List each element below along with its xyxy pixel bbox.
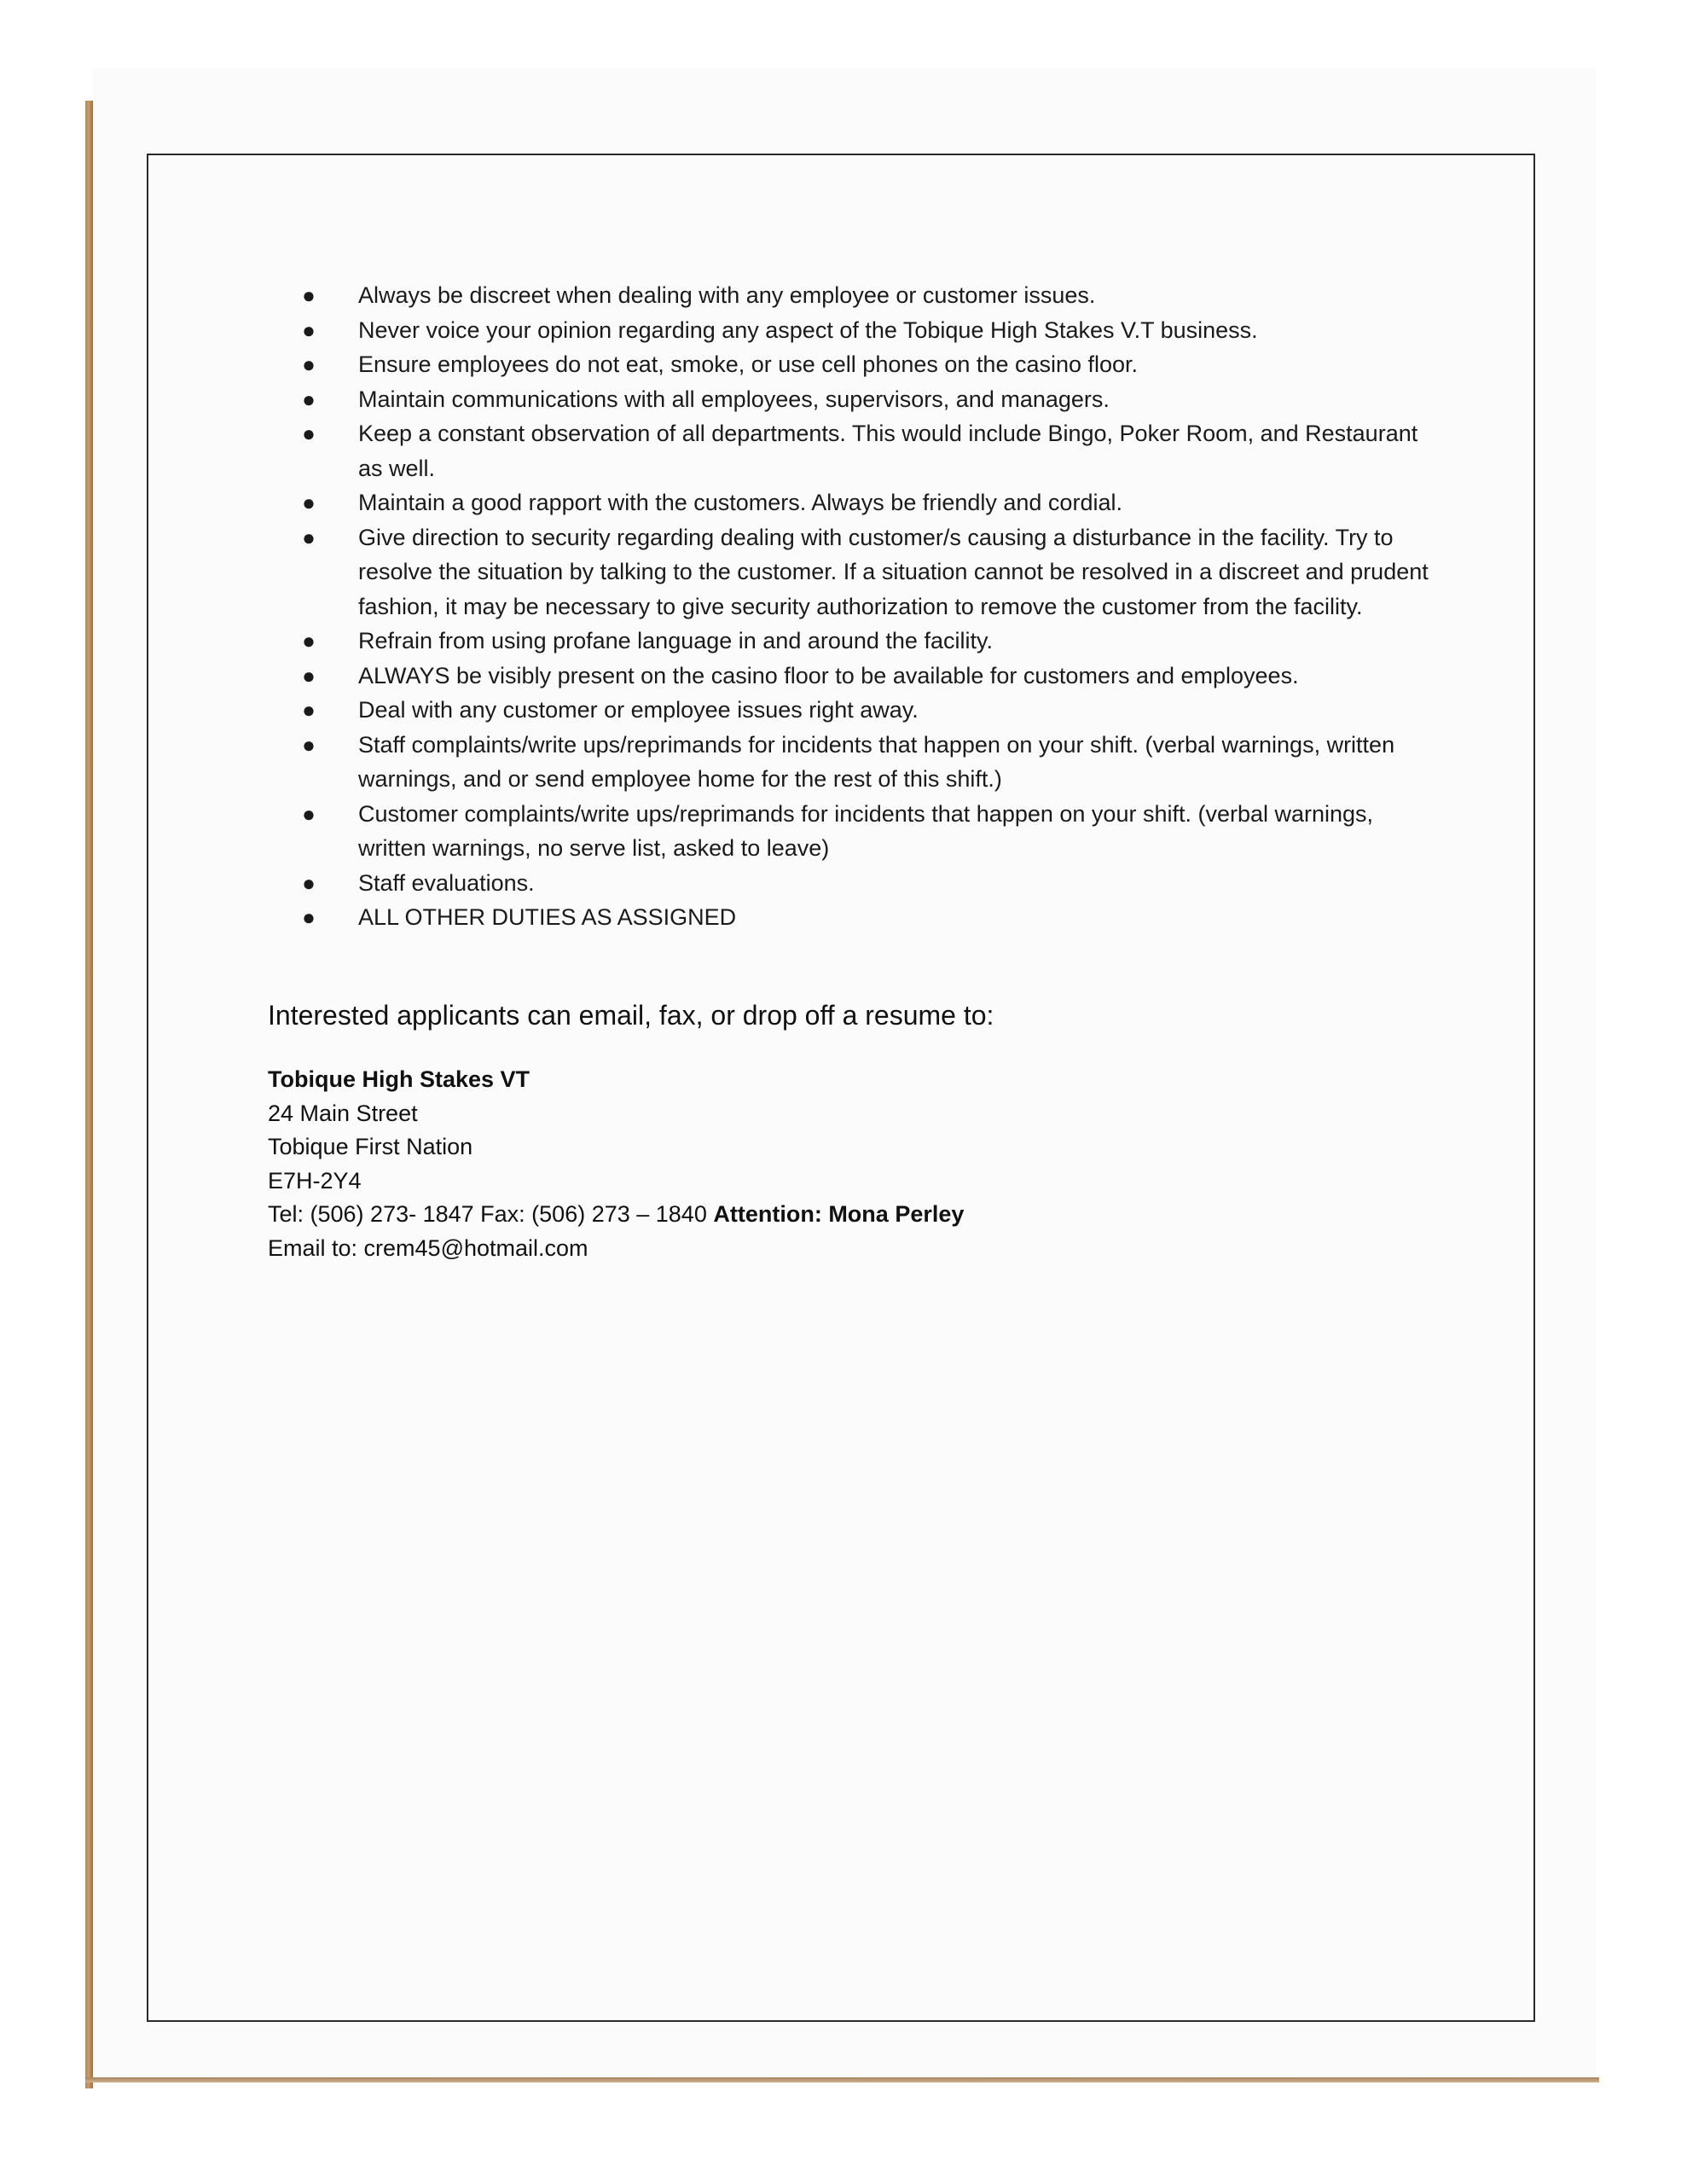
duty-item: [302, 866, 1443, 901]
bullet-icon: ●: [302, 628, 316, 653]
duty-item: [302, 900, 1443, 935]
duty-item: [302, 313, 1443, 348]
duty-text: Always be discreet when dealing with any employee or customer issues.: [358, 282, 1096, 308]
bullet-icon: ●: [302, 351, 316, 377]
duty-text: Staff complaints/write ups/reprimands for incidents that happen on your shift. (verbal warnings, written warnings, and or send employee home for the rest of this shift.): [358, 731, 1395, 792]
bullet-icon: ●: [302, 490, 316, 515]
duty-item: [302, 728, 1443, 797]
paper-bottom-edge: [85, 2077, 1599, 2082]
email-line: Email to: crem45@hotmail.com: [268, 1234, 588, 1261]
duty-text: Maintain communications with all employees, supervisors, and managers.: [358, 386, 1110, 412]
duty-text: Refrain from using profane language in and around the facility.: [358, 628, 993, 653]
duty-item: [302, 382, 1443, 417]
application-intro: Interested applicants can email, fax, or drop off a resume to:: [268, 1000, 994, 1031]
phone-fax: Tel: (506) 273- 1847 Fax: (506) 273 – 1840: [268, 1201, 707, 1227]
bullet-icon: ●: [302, 731, 316, 758]
street-address: 24 Main Street: [268, 1100, 418, 1126]
duty-item: [302, 347, 1443, 382]
company-name: Tobique High Stakes VT: [268, 1066, 530, 1092]
bullet-icon: ●: [302, 800, 316, 827]
duty-item: [302, 797, 1443, 866]
bullet-icon: ●: [302, 869, 316, 896]
duty-text: Keep a constant observation of all departments. This would include Bingo, Poker Room, and Restaurant as well.: [358, 421, 1418, 481]
bullet-icon: ●: [302, 524, 316, 550]
duty-text: Ensure employees do not eat, smoke, or use cell phones on the casino floor.: [358, 351, 1139, 377]
duty-item: [302, 485, 1443, 520]
bullet-icon: ●: [302, 386, 316, 412]
duty-item: [302, 693, 1443, 728]
duty-text: Deal with any customer or employee issues right away.: [358, 697, 919, 723]
duty-text: Maintain a good rapport with the customers. Always be friendly and cordial.: [358, 490, 1122, 515]
bullet-icon: ●: [302, 282, 316, 308]
bullet-icon: ●: [302, 904, 316, 930]
contact-address: [268, 1063, 964, 1265]
background-left: [0, 0, 96, 2184]
bullet-icon: ●: [302, 317, 316, 343]
attention-contact: Attention: Mona Perley: [713, 1201, 965, 1227]
phone-fax-line: [268, 1198, 964, 1232]
duty-text: Customer complaints/write ups/reprimands for incidents that happen on your shift. (verbal warnings, written warnings, no serve list, asked to leave): [358, 800, 1374, 861]
first-nation: Tobique First Nation: [268, 1134, 473, 1159]
duty-item: [302, 659, 1443, 694]
duty-item: [302, 624, 1443, 659]
duty-text: Staff evaluations.: [358, 869, 535, 896]
bullet-icon: ●: [302, 697, 316, 723]
duties-list: [300, 278, 1443, 935]
duty-text: Give direction to security regarding dealing with customer/s causing a disturbance in the facility. Try to resolve the situation by talking to the customer. If a situation cannot be resolved in a discreet and prudent fashion, it may be necessary to give security authorization to remove the customer from the facility.: [358, 524, 1429, 619]
duty-item: [302, 520, 1443, 624]
duty-item: [302, 278, 1443, 313]
duty-item: [302, 416, 1443, 485]
duty-text: ALL OTHER DUTIES AS ASSIGNED: [358, 904, 737, 930]
duty-text: Never voice your opinion regarding any aspect of the Tobique High Stakes V.T business.: [358, 317, 1258, 343]
bullet-icon: ●: [302, 662, 316, 688]
postal-code: E7H-2Y4: [268, 1167, 362, 1194]
duty-text: ALWAYS be visibly present on the casino floor to be available for customers and employees.: [358, 662, 1299, 688]
wood-edge: [85, 101, 93, 2088]
bullet-icon: ●: [302, 421, 316, 446]
